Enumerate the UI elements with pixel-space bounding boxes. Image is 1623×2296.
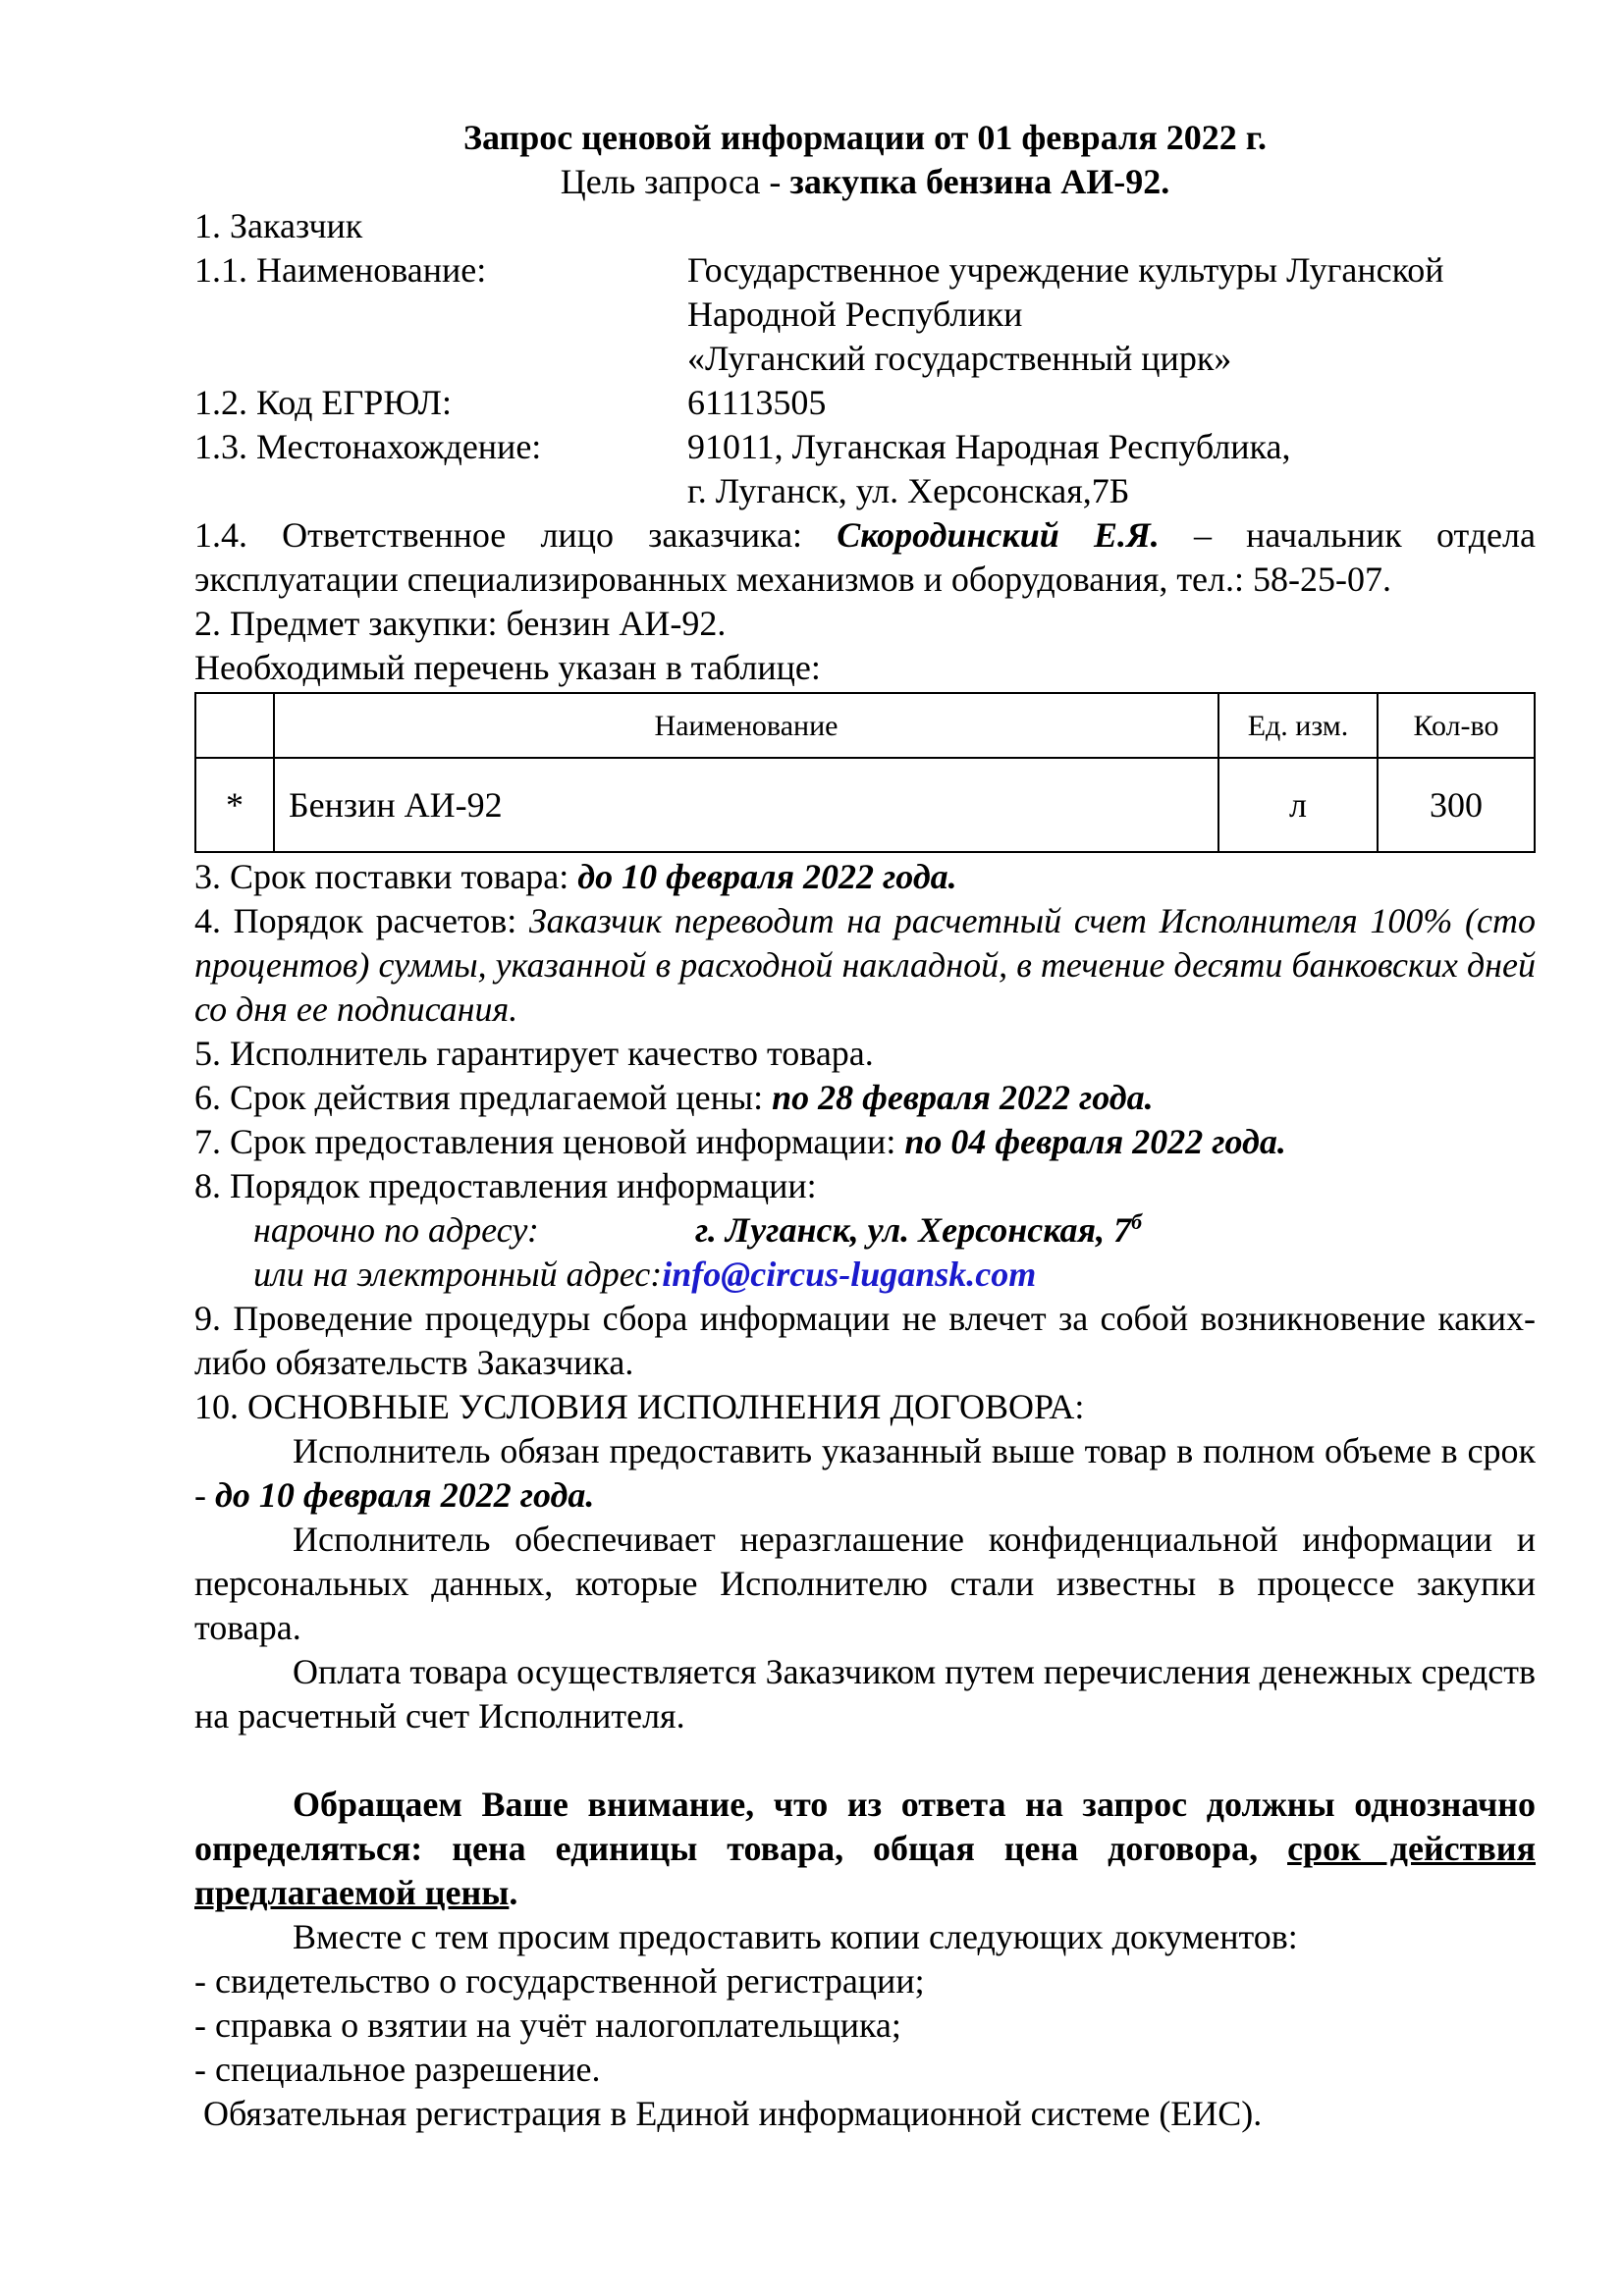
submission-address-row [194, 1208, 1536, 1253]
submission-address-label: нарочно по адресу: [253, 1210, 539, 1250]
price-validity [194, 1076, 1536, 1120]
condition-payment: Оплата товара осуществляется Заказчиком путем перечисления денежных средств на расчетный счет Исполнителя. [194, 1652, 1537, 1735]
request-purpose [194, 160, 1536, 204]
responsible-prefix: 1.4. Ответственное лицо заказчика: [194, 515, 838, 555]
header-name: Наименование [274, 693, 1218, 758]
condition-confidentiality: Исполнитель обеспечивает неразглашение конфиденциальной информации и персональных данных, которые Исполнителю стали известны в процессе закупки товара. [194, 1520, 1536, 1647]
submission-address-sup: б [1131, 1209, 1143, 1234]
price-validity-label: 6. Срок действия предлагаемой цены: [194, 1078, 773, 1117]
submission-address [695, 1208, 1142, 1253]
customer-code-row [194, 381, 1536, 425]
table-header-row [195, 693, 1535, 758]
responsible-name: Скородинский Е.Я. [837, 515, 1160, 555]
price-validity-date: по 28 февраля 2022 года. [772, 1078, 1154, 1117]
list-intro: Необходимый перечень указан в таблице: [194, 648, 821, 687]
header-qty: Кол-во [1378, 693, 1535, 758]
submission-address-value: г. Луганск, ул. Херсонская, 7 [695, 1210, 1132, 1250]
delivery-term [194, 855, 1536, 899]
customer-name-line: Народной Республики [687, 294, 1023, 334]
customer-code-value: 61113505 [687, 383, 827, 422]
payment-terms-text: Заказчик переводит на расчетный счет Исполнителя 100% (сто процентов) суммы, указанной в расходной накладной, в течение десяти банковских дней со дня ее подписания. [194, 901, 1536, 1029]
customer-name-value [687, 248, 1536, 381]
customer-location-line: г. Луганск, ул. Херсонская,7Б [687, 471, 1130, 510]
submission-email-link[interactable]: info@circus-lugansk.com [662, 1255, 1037, 1294]
row-marker: * [195, 758, 274, 852]
document-title: Запрос ценовой информации от 01 февраля 2022 г. [463, 118, 1267, 157]
payment-terms [194, 899, 1536, 1032]
header-marker-cell [195, 693, 274, 758]
delivery-term-date: до 10 февраля 2022 года. [577, 857, 957, 896]
row-name-cell [274, 758, 1218, 852]
customer-name-label: 1.1. Наименование: [194, 250, 487, 290]
customer-location-label: 1.3. Местонахождение: [194, 427, 542, 466]
info-deadline-date: по 04 февраля 2022 года. [904, 1122, 1286, 1161]
delivery-term-label: 3. Срок поставки товара: [194, 857, 578, 896]
document-page [194, 116, 1536, 2136]
document-list-item: - свидетельство о государственной регистрации; [194, 1961, 925, 2001]
customer-name-line: «Луганский государственный цирк» [687, 339, 1232, 378]
attention-notice [194, 1783, 1536, 1915]
submission-email-label: или на электронный адрес: [253, 1255, 663, 1294]
quality-guarantee: 5. Исполнитель гарантирует качество товара. [194, 1034, 874, 1073]
attention-notice-underlined: срок действия предлагаемой цены [194, 1829, 1536, 1912]
row-unit: л [1218, 758, 1378, 852]
customer-location-line: 91011, Луганская Народная Республика, [687, 427, 1291, 466]
eis-registration: Обязательная регистрация в Единой информационной системе (ЕИС). [194, 2094, 1263, 2133]
responsible-suffix: – начальник отдела эксплуатации специализированных механизмов и оборудования, тел.: 58-25-07. [194, 515, 1536, 599]
no-obligation-clause: 9. Проведение процедуры сбора информации не влечет за собой возникновение каких-либо обязательств Заказчика. [194, 1299, 1536, 1382]
customer-location-value [687, 425, 1536, 513]
document-list-item: - справка о взятии на учёт налогоплательщика; [194, 2005, 901, 2045]
purchase-subject: 2. Предмет закупки: бензин АИ-92. [194, 604, 727, 643]
condition-delivery [194, 1429, 1536, 1518]
customer-name-row [194, 248, 1536, 381]
payment-terms-label: 4. Порядок расчетов: [194, 901, 529, 940]
table-row [195, 758, 1535, 852]
row-name: Бензин АИ-92 [289, 784, 503, 825]
main-conditions-heading: 10. ОСНОВНЫЕ УСЛОВИЯ ИСПОЛНЕНИЯ ДОГОВОРА: [194, 1387, 1085, 1426]
condition-delivery-date: до 10 февраля 2022 года. [215, 1475, 595, 1515]
header-unit: Ед. изм. [1218, 693, 1378, 758]
customer-location-row [194, 425, 1536, 513]
documents-intro: Вместе с тем просим предоставить копии следующих документов: [293, 1917, 1298, 1956]
responsible-person [194, 513, 1536, 602]
goods-table [194, 692, 1536, 853]
purpose-prefix: Цель запроса - [560, 162, 790, 201]
info-deadline [194, 1120, 1536, 1164]
customer-code-label: 1.2. Код ЕГРЮЛ: [194, 383, 452, 422]
info-deadline-label: 7. Срок предоставления ценовой информации: [194, 1122, 905, 1161]
attention-notice-text: Обращаем Ваше внимание, что из ответа на запрос должны однозначно определяться: цена единицы товара, общая цена договора, [194, 1785, 1536, 1868]
customer-name-line: Государственное учреждение культуры Луганской [687, 250, 1444, 290]
customer-heading: 1. Заказчик [194, 206, 363, 245]
condition-delivery-text: Исполнитель обязан предоставить указанный выше товар в полном объеме в срок - [194, 1431, 1536, 1515]
document-list-item: - специальное разрешение. [194, 2050, 601, 2089]
purpose-bold: закупка бензина АИ-92. [789, 162, 1170, 201]
submission-method: 8. Порядок предоставления информации: [194, 1166, 817, 1205]
row-qty: 300 [1378, 758, 1535, 852]
submission-email-row [194, 1253, 1536, 1297]
attention-notice-end: . [509, 1873, 518, 1912]
spacer [194, 1738, 1536, 1783]
